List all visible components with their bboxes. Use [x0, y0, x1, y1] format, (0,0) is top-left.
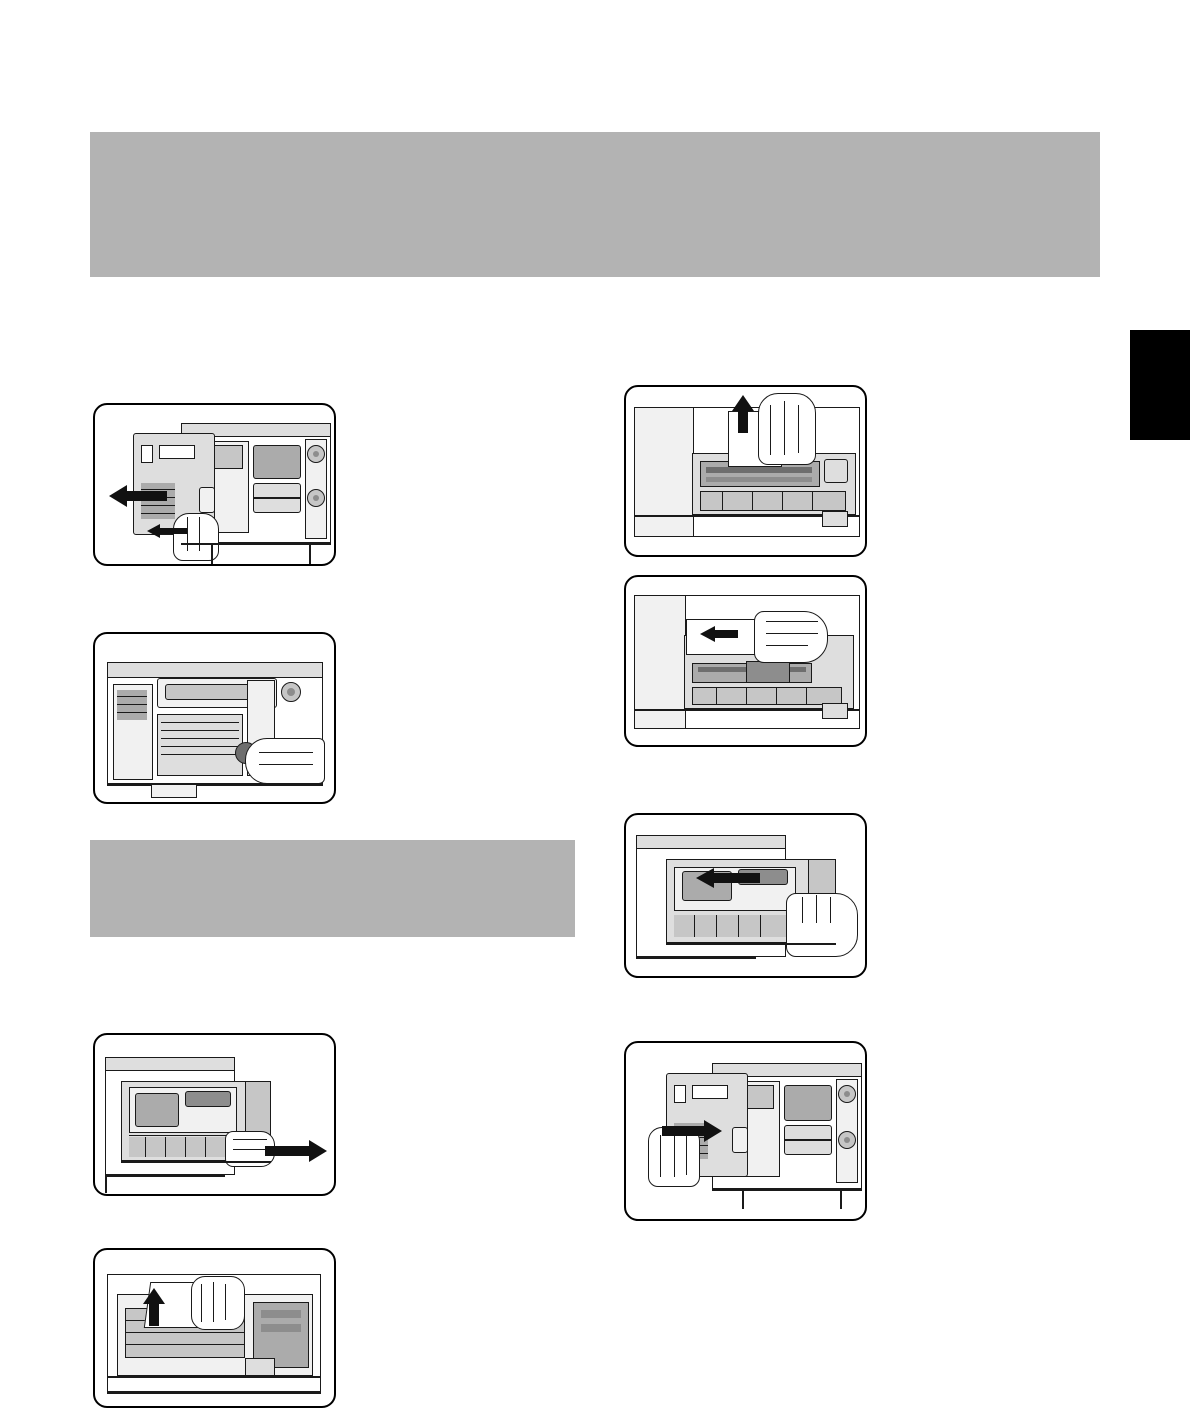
page-tab-marker — [1130, 330, 1190, 440]
warning-banner-top — [90, 132, 1100, 277]
direction-arrow-icon — [147, 523, 189, 539]
turn-fusing-knob-illustration — [93, 632, 336, 804]
open-side-cover-illustration — [93, 403, 336, 566]
close-side-cover-illustration — [624, 1041, 867, 1221]
remove-misfeed-from-tray-illustration — [93, 1248, 336, 1408]
direction-arrow-icon — [263, 1139, 327, 1163]
direction-arrow-icon — [730, 395, 756, 435]
direction-arrow-icon — [141, 1288, 167, 1328]
remove-misfeed-upper-illustration — [624, 385, 867, 557]
remove-misfeed-lower-illustration — [624, 575, 867, 747]
direction-arrow-icon — [660, 1119, 722, 1143]
push-paper-tray-closed-illustration — [624, 813, 867, 978]
warning-banner-middle — [90, 840, 575, 937]
direction-arrow-icon — [700, 625, 740, 643]
direction-arrow-icon — [696, 867, 762, 889]
direction-arrow-icon — [109, 483, 169, 509]
pull-out-paper-tray-illustration — [93, 1033, 336, 1196]
